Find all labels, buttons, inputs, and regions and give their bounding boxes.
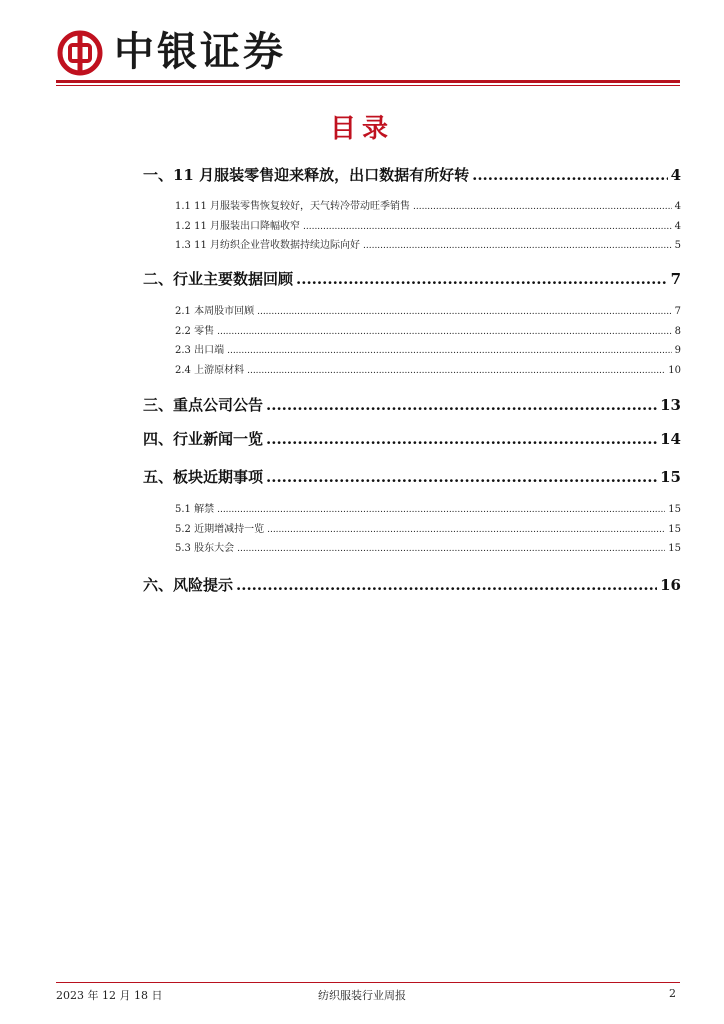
toc-entry-title: 2.1 本周股市回顾: [175, 306, 255, 317]
toc-entry-2-3[interactable]: [175, 341, 681, 355]
toc-entry-page: 14: [660, 430, 681, 448]
toc-entry-title: 5.1 解禁: [175, 504, 215, 515]
toc-entry-2-1[interactable]: [175, 302, 681, 316]
toc-entry-title: 2.4 上游原材料: [175, 365, 245, 376]
toc-entry-page: 16: [660, 576, 681, 594]
toc-entry-title: 2.3 出口端: [175, 345, 225, 356]
toc-leader-dots: [266, 468, 657, 486]
brand-name: 中银证券: [114, 29, 286, 75]
toc-leader-dots: [236, 576, 657, 594]
toc-entry-1[interactable]: [143, 164, 681, 184]
toc-entry-2-2[interactable]: [175, 322, 681, 336]
toc-entry-2[interactable]: [143, 268, 681, 288]
toc-title: 目录: [329, 114, 394, 144]
toc-leader-dots: [363, 240, 672, 251]
toc-entry-title: 1.1 11 月服装零售恢复较好，天气转冷带动旺季销售: [175, 201, 410, 212]
toc-entry-page: 5: [674, 240, 681, 251]
toc-entry-title: 五、板块近期事项: [143, 468, 264, 486]
toc-entry-page: 15: [668, 524, 681, 535]
footer-divider: [56, 982, 680, 983]
toc-entry-page: 4: [674, 201, 681, 212]
toc-entry-page: 4: [674, 221, 681, 232]
toc-entry-title: 三、重点公司公告: [143, 396, 264, 414]
toc-entry-title: 四、行业新闻一览: [143, 430, 264, 448]
toc-entry-3[interactable]: [143, 394, 681, 414]
toc-entry-title: 六、风险提示: [143, 576, 234, 594]
toc-entry-page: 10: [668, 365, 681, 376]
toc-entry-title: 5.2 近期增减持一览: [175, 524, 265, 535]
toc-entry-page: 13: [660, 396, 681, 414]
toc-entry-title: 一、11 月服装零售迎来释放，出口数据有所好转: [143, 166, 470, 184]
bank-of-china-logo-icon: [57, 30, 103, 76]
toc-leader-dots: [217, 504, 665, 515]
toc-entry-page: 8: [674, 326, 681, 337]
toc-entry-1-2[interactable]: [175, 217, 681, 231]
toc-entry-2-4[interactable]: [175, 361, 681, 375]
toc-entry-5-3[interactable]: [175, 539, 681, 553]
toc-entry-title: 2.2 零售: [175, 326, 215, 337]
toc-leader-dots: [227, 345, 672, 356]
toc-entry-5-2[interactable]: [175, 520, 681, 534]
toc-entry-page: 7: [674, 306, 681, 317]
toc-leader-dots: [267, 524, 665, 535]
footer-date: 2023 年 12 月 18 日: [56, 989, 163, 1002]
toc-leader-dots: [247, 365, 665, 376]
footer-report-name: 纺织服装行业周报: [318, 989, 406, 1002]
toc-entry-1-1[interactable]: [175, 197, 681, 211]
toc-entry-page: 9: [674, 345, 681, 356]
toc-leader-dots: [217, 326, 672, 337]
toc-entry-4[interactable]: [143, 428, 681, 448]
toc-entry-5-1[interactable]: [175, 500, 681, 514]
toc-leader-dots: [266, 396, 657, 414]
footer-page-number: 2: [669, 987, 676, 1000]
toc-leader-dots: [296, 270, 668, 288]
toc-entry-page: 7: [670, 270, 681, 288]
toc-entry-6[interactable]: [143, 574, 681, 594]
toc-entry-5[interactable]: [143, 466, 681, 486]
toc-entry-page: 15: [660, 468, 681, 486]
toc-entry-title: 1.2 11 月服装出口降幅收窄: [175, 221, 300, 232]
toc-leader-dots: [257, 306, 672, 317]
toc-leader-dots: [413, 201, 672, 212]
toc-leader-dots: [472, 166, 667, 184]
toc-entry-page: 15: [668, 504, 681, 515]
toc-leader-dots: [237, 543, 665, 554]
page-header: [0, 0, 724, 90]
toc-leader-dots: [303, 221, 672, 232]
toc-entry-page: 4: [670, 166, 681, 184]
toc-entry-title: 5.3 股东大会: [175, 543, 235, 554]
toc-entry-title: 二、行业主要数据回顾: [143, 270, 294, 288]
toc-entry-page: 15: [668, 543, 681, 554]
header-divider: [56, 80, 680, 83]
toc-entry-title: 1.3 11 月纺织企业营收数据持续边际向好: [175, 240, 360, 251]
toc-entry-1-3[interactable]: [175, 236, 681, 250]
toc-leader-dots: [266, 430, 657, 448]
header-divider-thin: [56, 85, 680, 86]
